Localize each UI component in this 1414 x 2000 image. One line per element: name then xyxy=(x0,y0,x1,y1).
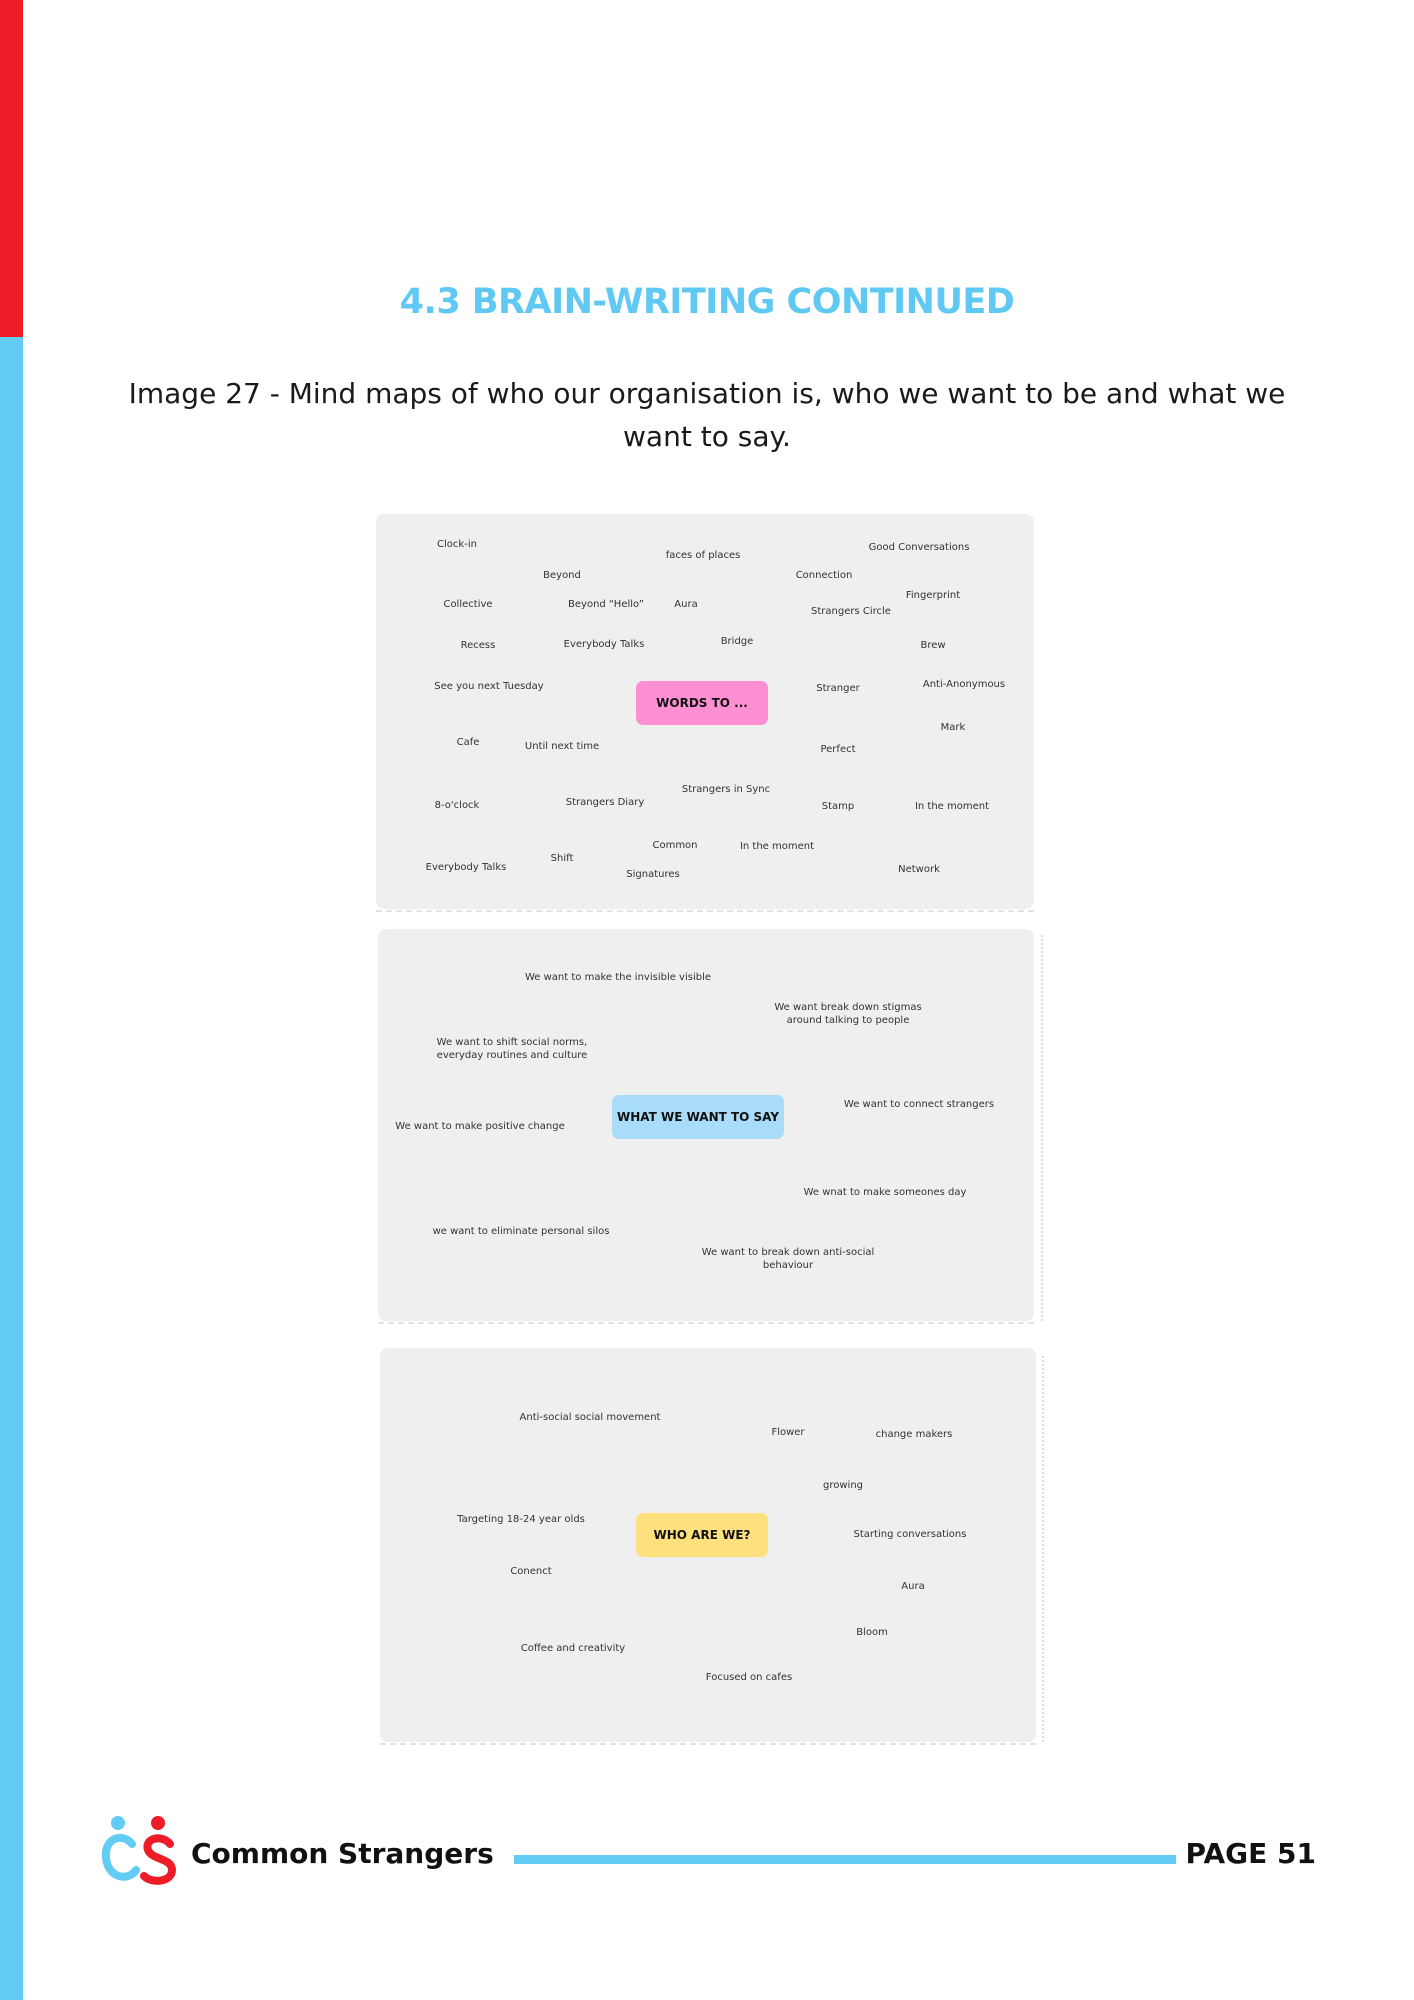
map-phrase: Conenct xyxy=(510,1566,552,1577)
map-word: Everybody Talks xyxy=(425,862,507,873)
map-phrase: We want to make the invisible visible xyxy=(524,972,712,983)
map-word: Brew xyxy=(920,640,946,651)
map-phrase: We want to shift social norms, everyday routines and culture xyxy=(436,1037,588,1061)
map-word: Beyond “Hello” xyxy=(568,599,644,610)
map-phrase: We want break down stigmas around talking to people xyxy=(774,1002,922,1026)
map-phrase: growing xyxy=(823,1480,863,1491)
section-title: 4.3 BRAIN-WRITING CONTINUED xyxy=(399,282,1015,322)
map-word: In the moment xyxy=(914,801,990,812)
map-word: Anti-Anonymous xyxy=(922,679,1006,690)
map-center-words: WORDS TO ... xyxy=(636,681,768,725)
mind-map-words-panel xyxy=(376,514,1034,909)
map-word: Perfect xyxy=(820,744,856,755)
panel-border-dots xyxy=(1042,1356,1044,1742)
map-word: Aura xyxy=(674,599,698,610)
map-phrase: we want to eliminate personal silos xyxy=(432,1226,610,1237)
map-word: Strangers Circle xyxy=(811,606,891,617)
map-word: Clock-in xyxy=(437,539,477,550)
map-word: Until next time xyxy=(524,741,600,752)
map-word: Network xyxy=(898,864,940,875)
map-word: Beyond xyxy=(543,570,581,581)
map-word: Good Conversations xyxy=(868,542,970,553)
map-phrase: We want to break down anti-social behaviour xyxy=(701,1247,875,1271)
map-phrase: Aura xyxy=(901,1581,925,1592)
map-phrase: Targeting 18-24 year olds xyxy=(457,1514,585,1525)
map-word: Collective xyxy=(443,599,493,610)
map-word: Mark xyxy=(940,722,966,733)
map-phrase: Anti-social social movement xyxy=(519,1412,661,1423)
map-word: 8-o'clock xyxy=(434,800,480,811)
panel-border-dots xyxy=(1041,935,1043,1321)
page-number: PAGE 51 xyxy=(1185,1837,1316,1870)
map-phrase: We wnat to make someones day xyxy=(803,1187,967,1198)
image-caption: Image 27 - Mind maps of who our organisation is, who we want to be and what we want to say. xyxy=(128,377,1286,453)
map-word: Recess xyxy=(460,640,496,651)
footer-brand-name: Common Strangers xyxy=(191,1837,494,1870)
map-phrase: Bloom xyxy=(856,1627,888,1638)
footer-divider xyxy=(514,1855,1176,1864)
map-word: Strangers Diary xyxy=(565,797,645,808)
map-phrase: change makers xyxy=(875,1429,953,1440)
map-word: Shift xyxy=(550,853,574,864)
map-word: Signatures xyxy=(626,869,680,880)
left-accent-bar-blue xyxy=(0,337,23,2000)
map-center-what-we-want-to-say: WHAT WE WANT TO SAY xyxy=(612,1095,784,1139)
map-word: See you next Tuesday xyxy=(434,681,544,692)
map-word: Stranger xyxy=(816,683,860,694)
common-strangers-logo-icon xyxy=(100,1814,182,1886)
map-word: Stamp xyxy=(821,801,855,812)
map-phrase: Focused on cafes xyxy=(705,1672,793,1683)
map-word: Bridge xyxy=(720,636,754,647)
map-word: Cafe xyxy=(456,737,480,748)
map-word: In the moment xyxy=(739,841,815,852)
mind-map-what-we-want-to-say-panel xyxy=(378,929,1034,1321)
mind-map-who-are-we-panel xyxy=(380,1348,1036,1742)
map-word: Fingerprint xyxy=(905,590,961,601)
map-word: Connection xyxy=(795,570,853,581)
map-word: Common xyxy=(652,840,698,851)
map-word: Strangers in Sync xyxy=(681,784,771,795)
map-word: faces of places xyxy=(665,550,741,561)
map-phrase: We want to make positive change xyxy=(395,1121,565,1132)
map-phrase: Starting conversations xyxy=(853,1529,967,1540)
map-phrase: Flower xyxy=(771,1427,805,1438)
map-word: Everybody Talks xyxy=(563,639,645,650)
map-phrase: We want to connect strangers xyxy=(843,1099,995,1110)
map-phrase: Coffee and creativity xyxy=(520,1643,626,1654)
map-center-who-are-we: WHO ARE WE? xyxy=(636,1513,768,1557)
